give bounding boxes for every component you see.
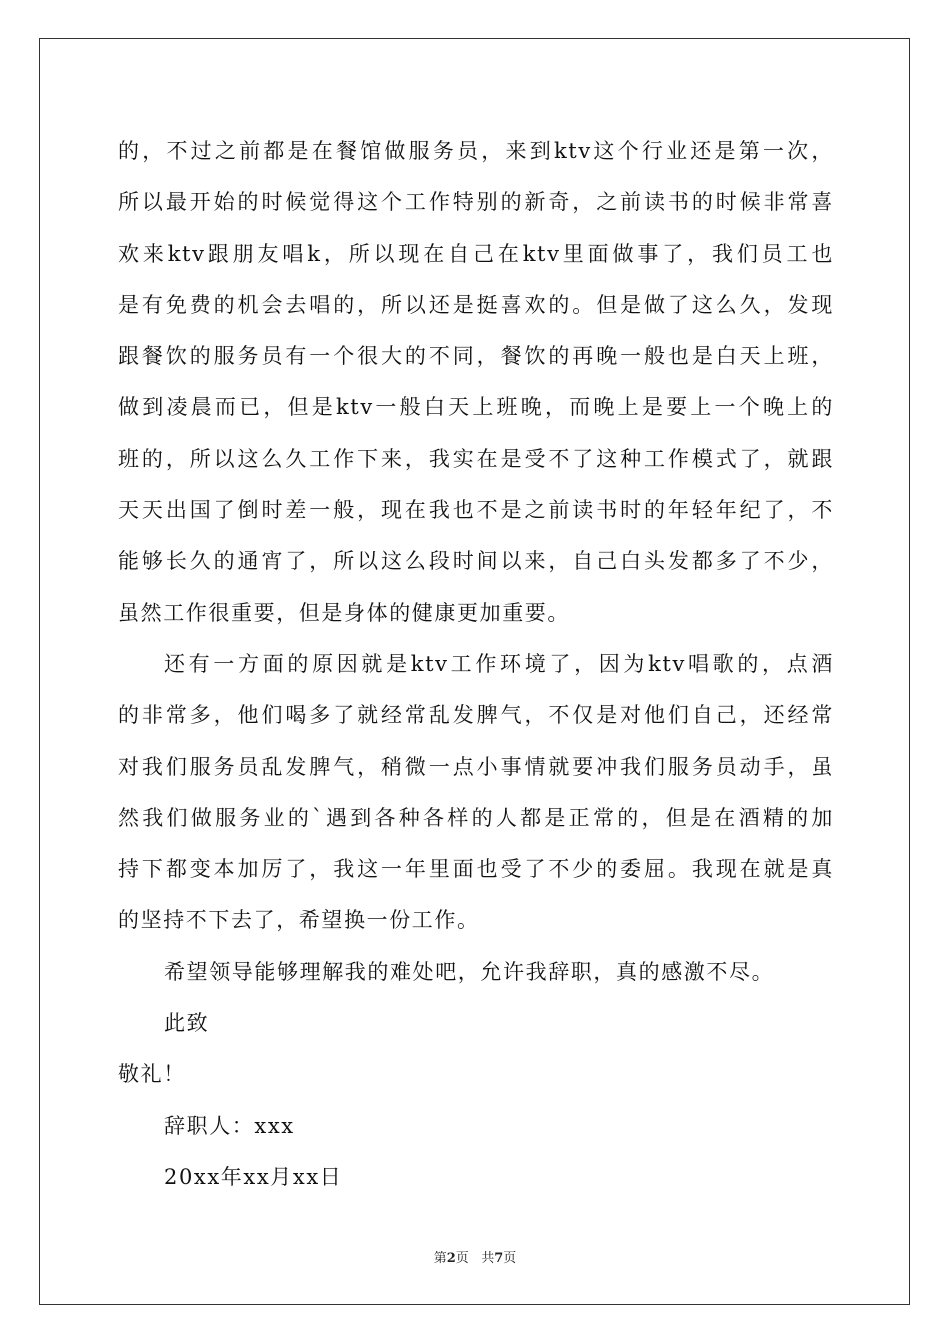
signature-line: 辞职人：xxx [164, 1113, 295, 1138]
body-line: 做到凌晨而已，但是ktv一般白天上班晚，而晚上是要上一个晚上的 [118, 395, 834, 420]
page-total: 7 [494, 1251, 504, 1266]
page-suffix: 页 [455, 1251, 469, 1266]
total-suffix: 页 [503, 1251, 517, 1266]
body-line: 班的，所以这么久工作下来，我实在是受不了这种工作模式了，就跟 [118, 446, 834, 471]
body-line: 是有免费的机会去唱的，所以还是挺喜欢的。但是做了这么久，发现 [118, 292, 834, 317]
body-line: 能够长久的通宵了，所以这么段时间以来，自己白头发都多了不少， [118, 549, 834, 574]
closing-request-line: 希望领导能够理解我的难处吧，允许我辞职，真的感激不尽。 [164, 959, 775, 984]
body-line: 所以最开始的时候觉得这个工作特别的新奇，之前读书的时候非常喜 [118, 190, 834, 215]
page-prefix: 第 [433, 1251, 447, 1266]
body-line: 天天出国了倒时差一般，现在我也不是之前读书时的年轻年纪了，不 [118, 498, 834, 523]
body-line: 的坚持不下去了，希望换一份工作。 [118, 908, 480, 933]
page-current: 2 [446, 1251, 456, 1266]
document-body [118, 126, 834, 1203]
body-line: 欢来ktv跟朋友唱k，所以现在自己在ktv里面做事了，我们员工也 [118, 241, 834, 266]
body-line: 的，不过之前都是在餐馆做服务员，来到ktv这个行业还是第一次， [118, 139, 834, 163]
page-footer [0, 1247, 950, 1266]
paragraph-start-line: 还有一方面的原因就是ktv工作环境了，因为ktv唱歌的，点酒 [164, 651, 834, 676]
body-line: 持下都变本加厉了，我这一年里面也受了不少的委屈。我现在就是真 [118, 857, 834, 882]
date-line: 20xx年xx月xx日 [164, 1164, 343, 1189]
body-line: 虽然工作很重要，但是身体的健康更加重要。 [118, 600, 570, 625]
body-line: 对我们服务员乱发脾气，稍微一点小事情就要冲我们服务员动手，虽 [118, 754, 834, 779]
body-line: 跟餐饮的服务员有一个很大的不同，餐饮的再晚一般也是白天上班， [118, 344, 834, 369]
total-prefix: 共 [481, 1251, 495, 1266]
salutation-jingli: 敬礼！ [118, 1062, 186, 1087]
body-line: 然我们做服务业的`遇到各种各样的人都是正常的，但是在酒精的加 [118, 805, 834, 830]
salutation-cizhi: 此致 [164, 1011, 210, 1036]
body-line: 的非常多，他们喝多了就经常乱发脾气，不仅是对他们自己，还经常 [118, 703, 834, 728]
